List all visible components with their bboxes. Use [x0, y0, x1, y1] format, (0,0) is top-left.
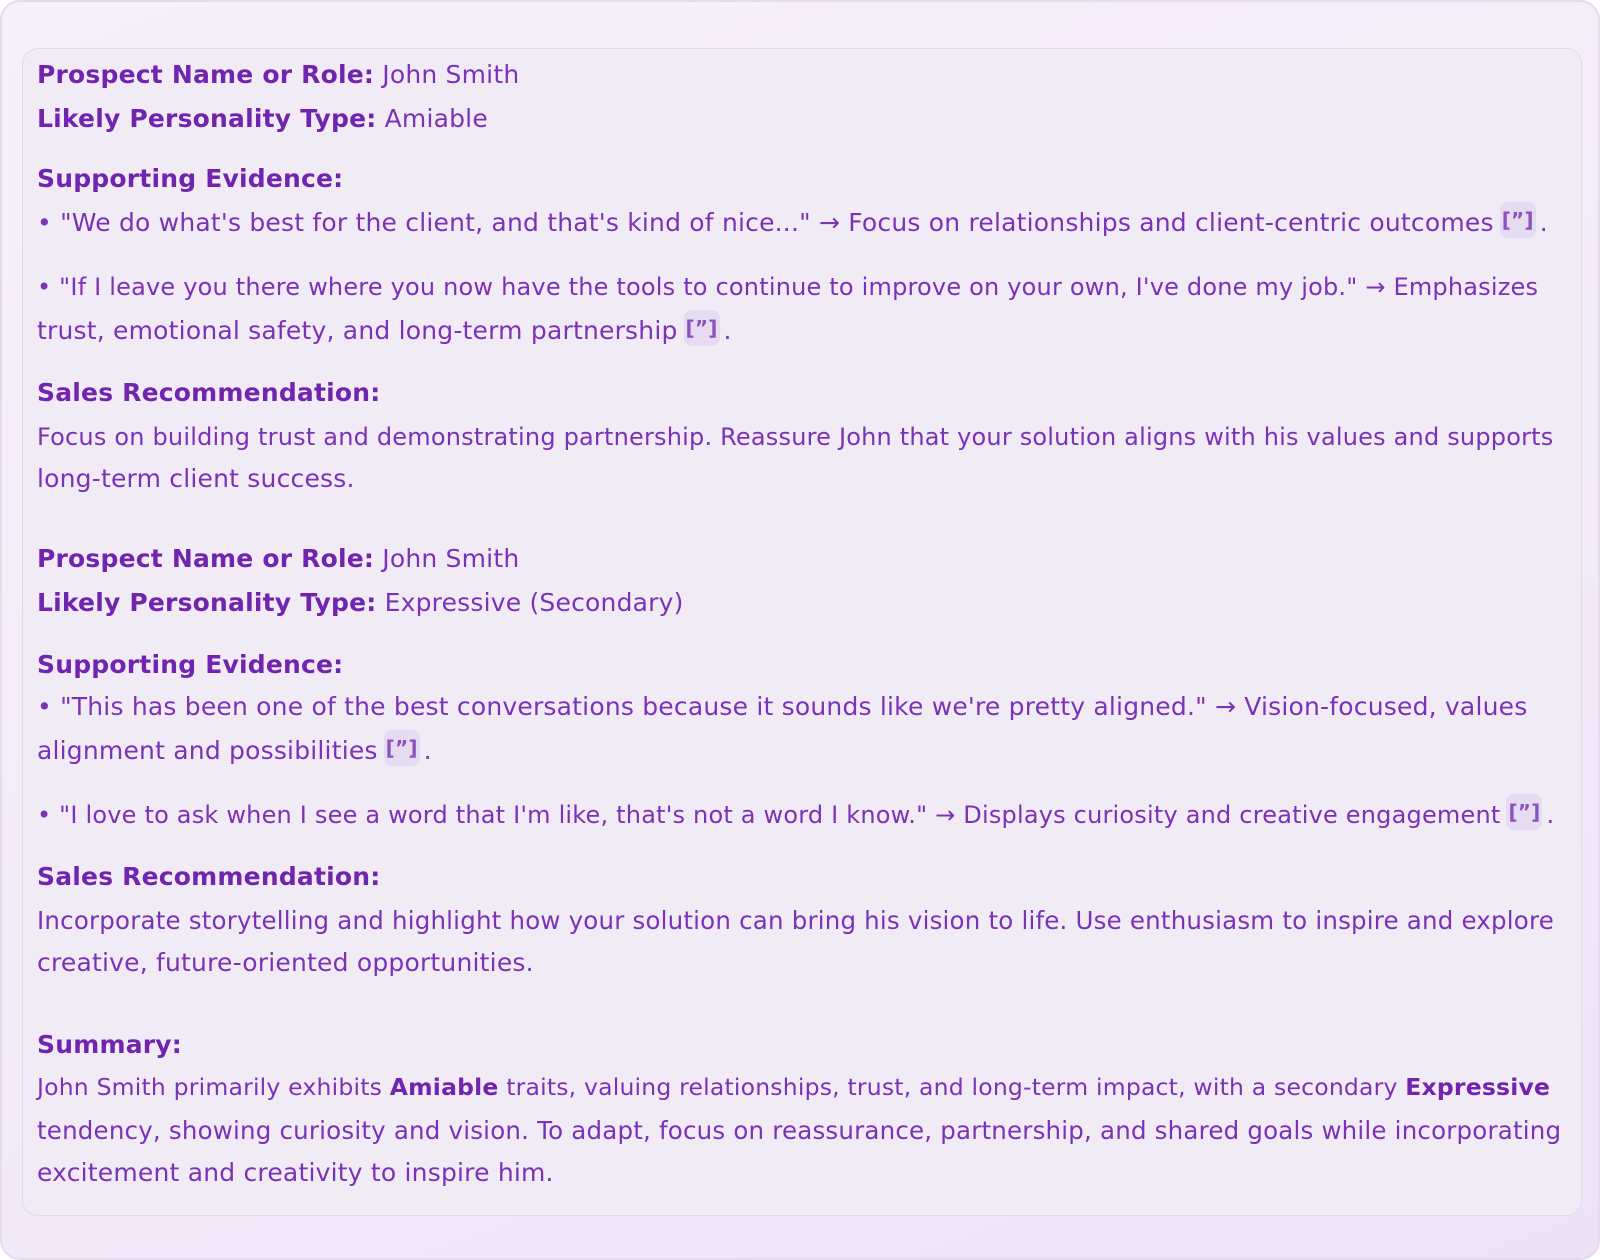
summary-line: excitement and creativity to inspire him. — [37, 1158, 554, 1187]
profile-amiable — [37, 53, 1567, 141]
evidence-item — [37, 793, 1554, 837]
evidence-item-continued — [37, 309, 732, 353]
recommendation-label: Sales Recommendation: — [37, 378, 381, 407]
summary-label: Summary: — [37, 1030, 182, 1059]
response-panel — [22, 48, 1582, 1216]
recommendation-text — [37, 415, 1553, 459]
evidence-text: • "If I leave you there where you now have the tools to continue to improve on your own, I've done my job." → Emphasizes — [37, 273, 1539, 301]
period: . — [1546, 801, 1555, 829]
amiable-emphasis: Amiable — [389, 1073, 499, 1101]
prospect-line — [37, 53, 1567, 97]
evidence-item — [37, 685, 1527, 729]
recommendation-text — [37, 899, 1554, 943]
summary-heading — [37, 1023, 182, 1067]
prospect-label: Prospect Name or Role: — [37, 60, 375, 89]
period: . — [1539, 208, 1548, 237]
evidence-text: • "I love to ask when I see a word that I'm like, that's not a word I know." → Displays curiosity and creative engagement — [37, 801, 1501, 829]
evidence-item-continued — [37, 729, 432, 773]
recommendation-text — [37, 941, 534, 985]
quote-citation-icon[interactable]: [”] — [1500, 202, 1536, 238]
recommendation-line: Focus on building trust and demonstrating partnership. Reassure John that your solution aligns with his values and supports — [37, 423, 1554, 451]
recommendation-line: creative, future-oriented opportunities. — [37, 948, 534, 977]
evidence-label: Supporting Evidence: — [37, 650, 344, 679]
personality-value: Expressive (Secondary) — [384, 588, 684, 617]
expressive-emphasis: Expressive — [1405, 1073, 1551, 1101]
recommendation-line: long-term client success. — [37, 464, 355, 493]
quote-citation-icon[interactable]: [”] — [684, 310, 720, 346]
prospect-label: Prospect Name or Role: — [37, 544, 375, 573]
evidence-label: Supporting Evidence: — [37, 164, 344, 193]
summary-fragment: traits, valuing relationships, trust, and long-term impact, with a secondary — [498, 1073, 1406, 1101]
period: . — [723, 316, 732, 345]
evidence-text: alignment and possibilities — [37, 736, 378, 765]
evidence-heading — [37, 157, 343, 201]
recommendation-line: Incorporate storytelling and highlight how your solution can bring his vision to life. Use enthusiasm to inspire and explore — [37, 906, 1554, 935]
quote-citation-icon[interactable]: [”] — [1506, 794, 1542, 830]
prospect-line — [37, 537, 519, 581]
recommendation-heading — [37, 371, 381, 415]
summary-fragment: John Smith primarily exhibits — [37, 1073, 390, 1101]
prospect-value: John Smith — [382, 544, 520, 573]
evidence-heading — [37, 643, 343, 687]
summary-text — [37, 1151, 554, 1195]
quote-citation-icon[interactable]: [”] — [384, 730, 420, 766]
recommendation-label: Sales Recommendation: — [37, 862, 381, 891]
evidence-text: trust, emotional safety, and long-term partnership — [37, 316, 678, 345]
personality-label: Likely Personality Type: — [37, 588, 377, 617]
evidence-item — [37, 201, 1548, 245]
summary-line: tendency, showing curiosity and vision. To adapt, focus on reassurance, partnership, and shared goals while incorporating — [37, 1116, 1562, 1145]
recommendation-text — [37, 457, 355, 501]
prospect-value: John Smith — [382, 60, 520, 89]
personality-line — [37, 581, 684, 625]
period: . — [423, 736, 432, 765]
summary-text — [37, 1065, 1550, 1109]
evidence-text: • "We do what's best for the client, and that's kind of nice..." → Focus on relationships and client-centric outcomes — [37, 208, 1494, 237]
recommendation-heading — [37, 855, 381, 899]
evidence-text: • "This has been one of the best conversations because it sounds like we're pretty aligned." → Vision-focused, values — [37, 692, 1528, 721]
personality-label: Likely Personality Type: — [37, 104, 377, 133]
evidence-item — [37, 265, 1538, 309]
personality-value: Amiable — [384, 104, 488, 133]
summary-text — [37, 1109, 1561, 1153]
personality-line — [37, 97, 1567, 141]
